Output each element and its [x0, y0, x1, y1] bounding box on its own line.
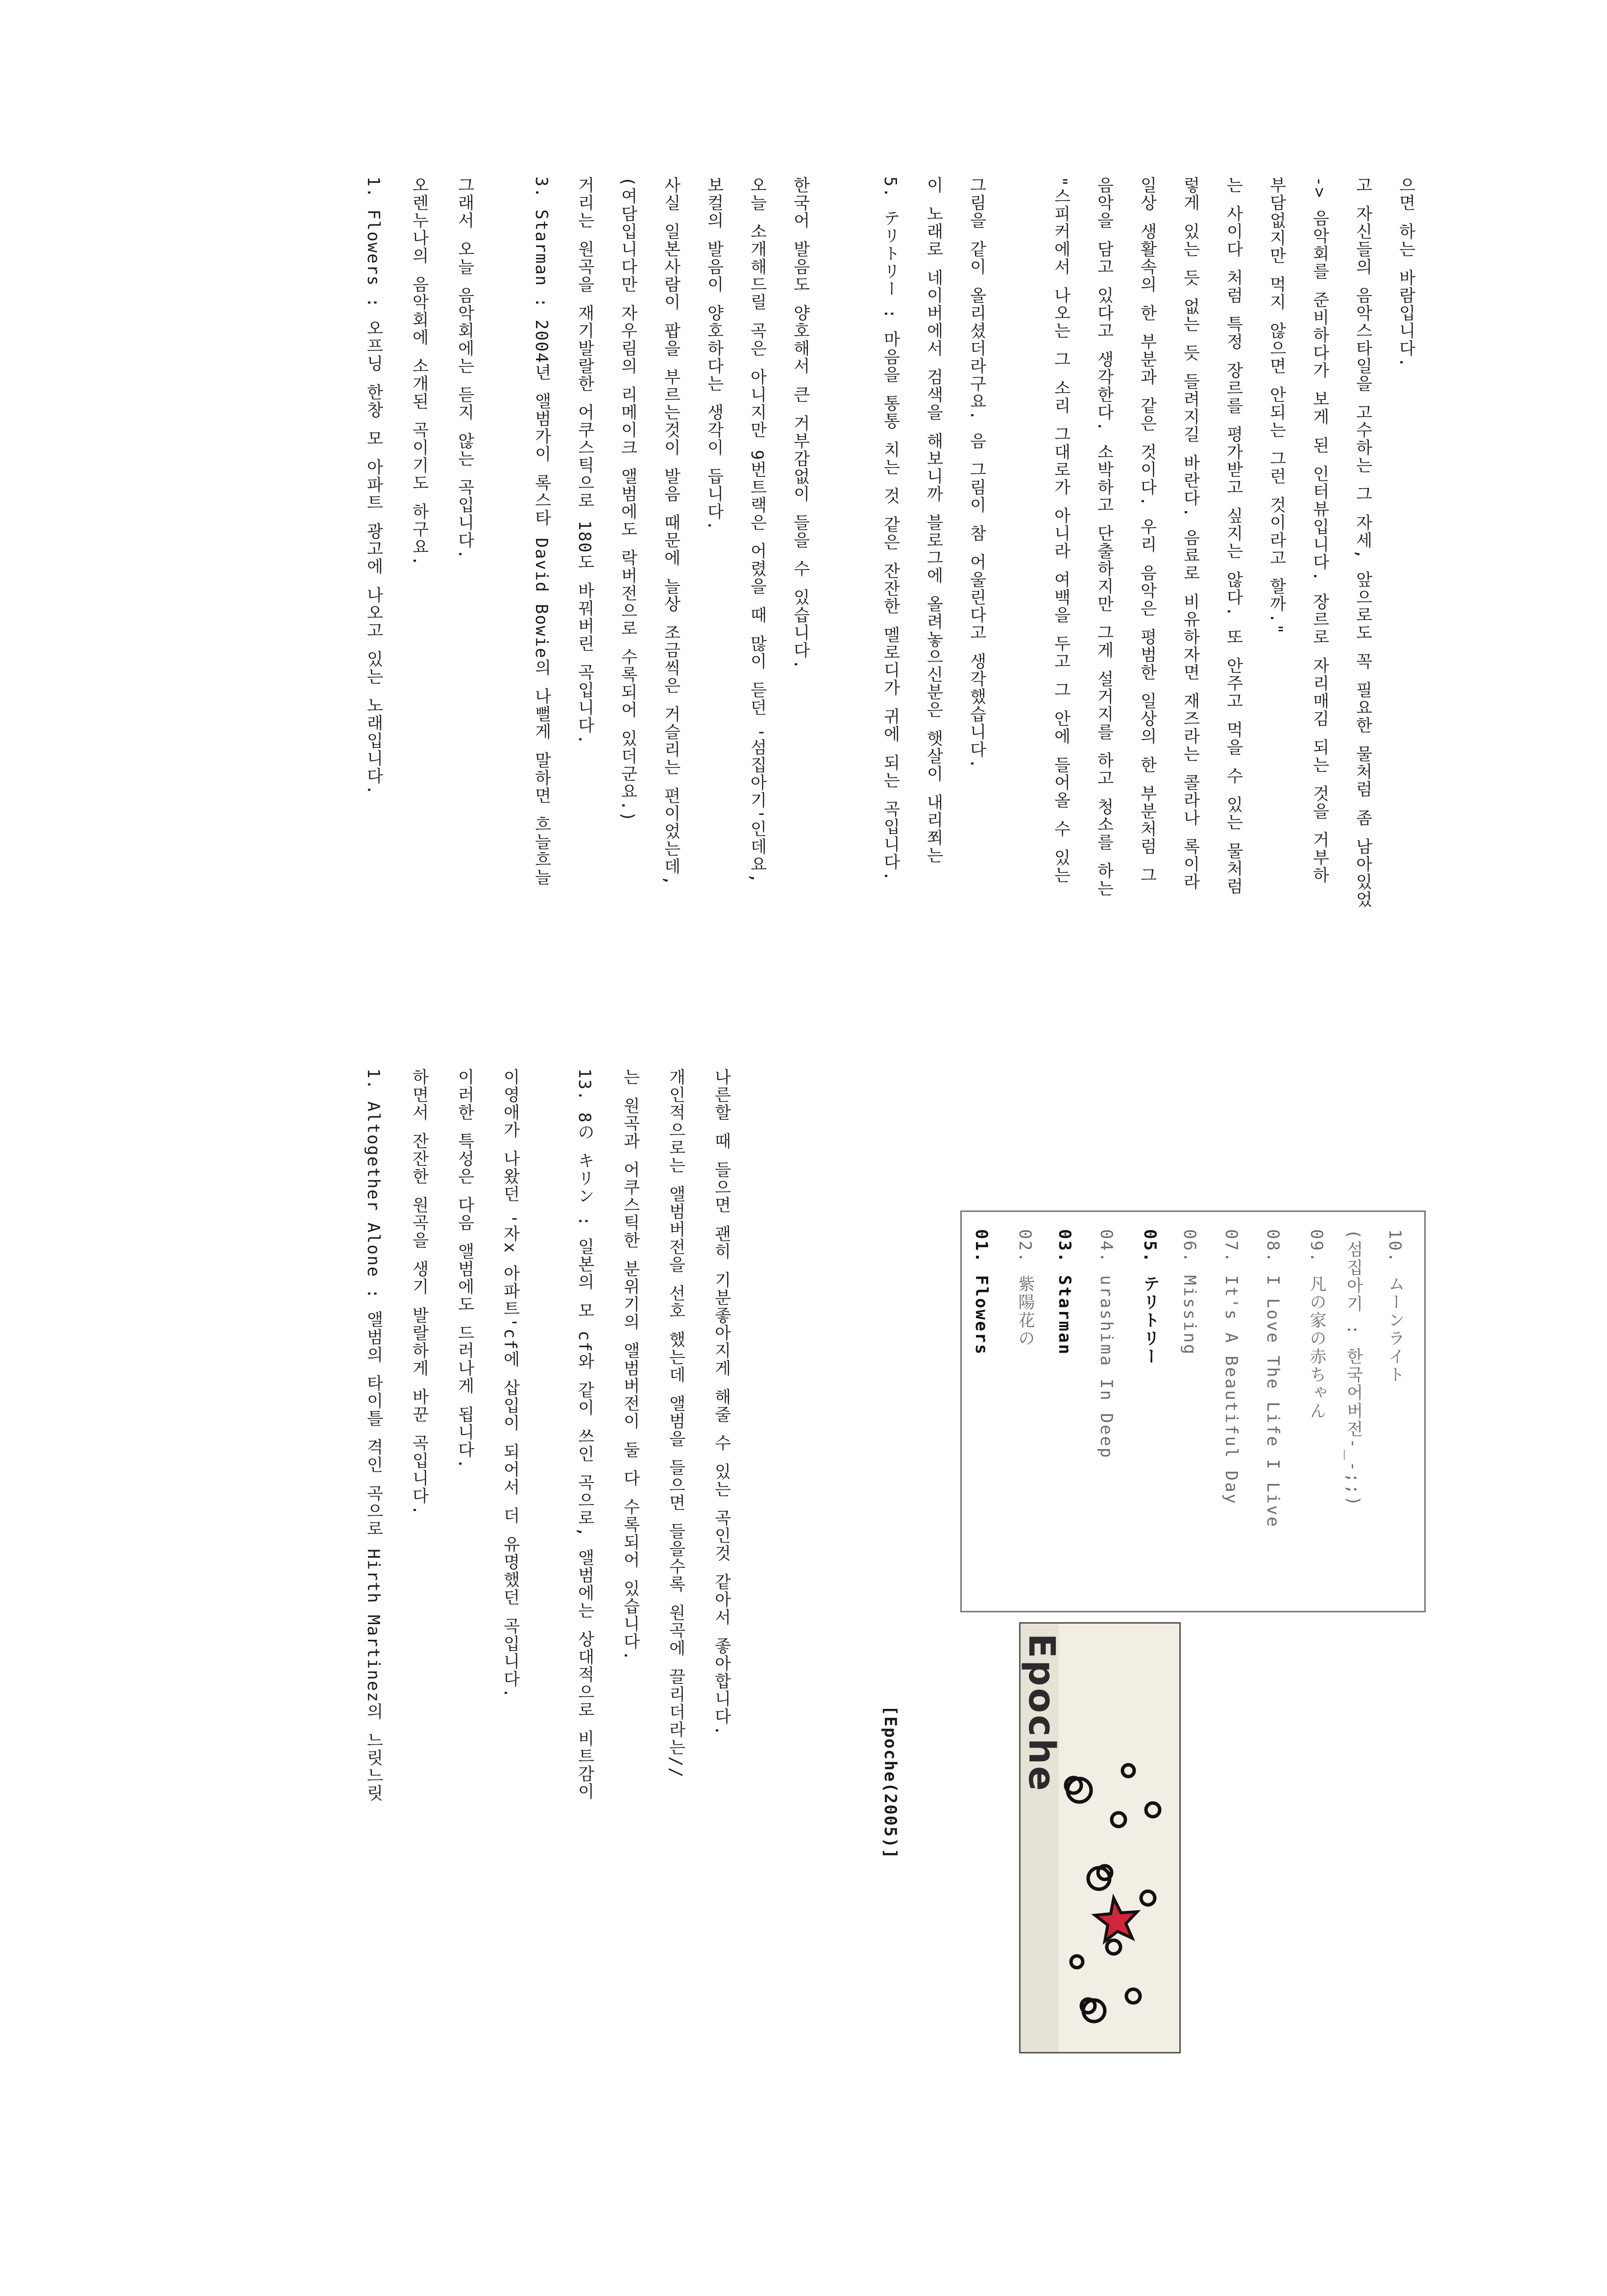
text-line: -> 음악회를 준비하다가 보게 된 인터뷰입니다. 장르로 자리매김 되는 것을 거부하 [1310, 176, 1329, 885]
text-line: 13. 8の キリン : 일본의 모 cf와 같이 쓰인 곡으로, 앨범에는 상대적으로 비트감이 [575, 1068, 594, 1801]
track-item: 06. Missing [1180, 1229, 1199, 1356]
text-line: 3. Starman : 2004년 앨범가이 록스타 David Bowie의 나뻘게 말하면 흐늘흐늘 [532, 176, 551, 886]
cover-title: Epoche [1021, 1633, 1063, 1793]
text-line: 1. Flowers : 오프닝 한창 모 아파트 광고에 나오고 있는 노래입니다. [364, 176, 383, 796]
text-line: 개인적으로는 앨범버전을 선호 했는데 앨범을 들으면 들을수록 원곡에 끌리더라는// [666, 1068, 685, 1778]
track-item: (섬집아기 : 한국어버전-_-;;) [1343, 1229, 1363, 1507]
track-item: 09. 凡の家の赤ちゃん [1307, 1229, 1326, 1420]
text-line: 나른할 때 들으면 괜히 기분좋아지게 해줄 수 있는 곡인것 같아서 좋아합니다. [711, 1068, 731, 1737]
text-line: 고 자신들의 음악스타일을 고수하는 그 자세, 앞으로도 꼭 필요한 물처럼 좀 남아있었 [1353, 176, 1372, 909]
text-line: 이러한 특성은 다음 앨범에도 드러나게 됩니다. [455, 1068, 474, 1470]
track-item: 04. urashima In Deep [1096, 1229, 1116, 1459]
text-line: 거리는 원곡을 재기발랄한 어쿠스틱으로 180도 바꿔버린 곡입니다. [575, 176, 594, 745]
text-line: 일상 생활속의 한 부분과 같은 것이다. 우리 음악은 평범한 일상의 한 부분처럼 그 [1137, 176, 1157, 885]
text-line: 오늘 소개해드릴 곡은 아니지만 9번트랙은 어렸을 때 많이 듣던 '섬집아기'인데요, [747, 176, 767, 885]
text-line: 그래서 오늘 음악회에는 듣지 않는 곡입니다. [455, 176, 474, 560]
track-item: 08. I Love The Life I Live [1263, 1229, 1283, 1529]
text-line: 보컬의 발음이 양호하다는 생각이 듭니다. [704, 176, 724, 532]
track-item: 05. テリトリー [1140, 1229, 1160, 1366]
text-line: "스피커에서 나오는 그 소리 그대로가 아니라 여백을 두고 그 안에 들어올 수 있는 [1051, 176, 1071, 885]
text-line: 오렌누나의 음악회에 소개된 곡이기도 하구요. [409, 176, 429, 567]
track-item: 01. Flowers [972, 1229, 991, 1356]
text-line: 이 노래로 네이버에서 검색을 해보니까 블로그에 올려놓으신분은 햇살이 내리쬐는 [924, 176, 943, 864]
text-line: 음악을 담고 있다고 생각한다. 소박하고 단출하지만 그게 설거지를 하고 청소를 하는 [1094, 176, 1114, 898]
text-line: 사실 일본사람이 팝을 부르는것이 발음 때문에 늘상 조금씩은 거슬리는 편이었는데, [661, 176, 681, 887]
text-line: 렇게 있는 듯 없는 듯 들려지길 바란다. 음료로 비유하자면 재즈라는 콜라나 록이라 [1180, 176, 1200, 891]
track-item: 10. ムーンライト [1385, 1229, 1405, 1384]
text-line: 한국어 발음도 양호해서 큰 거부감없이 들을 수 있습니다. [790, 176, 810, 670]
text-line: 부담없지만 먹지 않으면 안되는 그런 것이라고 할까." [1266, 176, 1286, 635]
cover-star [1095, 1898, 1137, 1941]
album-cover [1019, 1622, 1181, 2053]
album-caption: [Epoche(2005)] [880, 1705, 900, 1860]
text-line: 는 원곡과 어쿠스틱한 분위기의 앨범버전이 둘 다 수록되어 있습니다. [620, 1068, 640, 1662]
text-line: 는 사이다 처럼 특정 장르를 평가받고 싶지는 않다. 또 안주고 먹을 수 있는 물처럼 [1223, 176, 1243, 895]
text-line: 5. テリトリー : 마음을 통통 치는 것 같은 잔잔한 멜로디가 귀에 되는 곡입니다. [880, 176, 900, 882]
text-line: (여담입니다만 자우림의 리메이크 앨범에도 락버전으로 수록되어 있더군요.) [618, 176, 637, 823]
track-item: 02. 紫陽花の [1015, 1229, 1035, 1348]
text-line: 이영애가 나왔던 '자x 아파트'cf에 삽입이 되어서 더 유명했던 곡입니다. [500, 1068, 520, 1699]
track-item: 03. Starman [1055, 1229, 1074, 1356]
text-line: 으면 하는 바람입니다. [1396, 176, 1415, 369]
text-line: 그림을 같이 올리셨더라구요. 음 그림이 참 어울린다고 생각했습니다. [967, 176, 986, 770]
text-line: 1. Altogether Alone : 앨범의 타이틀 격인 곡으로 Hirth Martinez의 느릿느릿 [364, 1068, 383, 1802]
tracklist-box [960, 1210, 1426, 1612]
track-item: 07. It's A Beautiful Day [1221, 1229, 1241, 1506]
cover-illustration [1021, 1624, 1181, 2053]
text-line: 하면서 잔잔한 원곡을 생기 발랄하게 바꾼 곡입니다. [409, 1068, 429, 1516]
